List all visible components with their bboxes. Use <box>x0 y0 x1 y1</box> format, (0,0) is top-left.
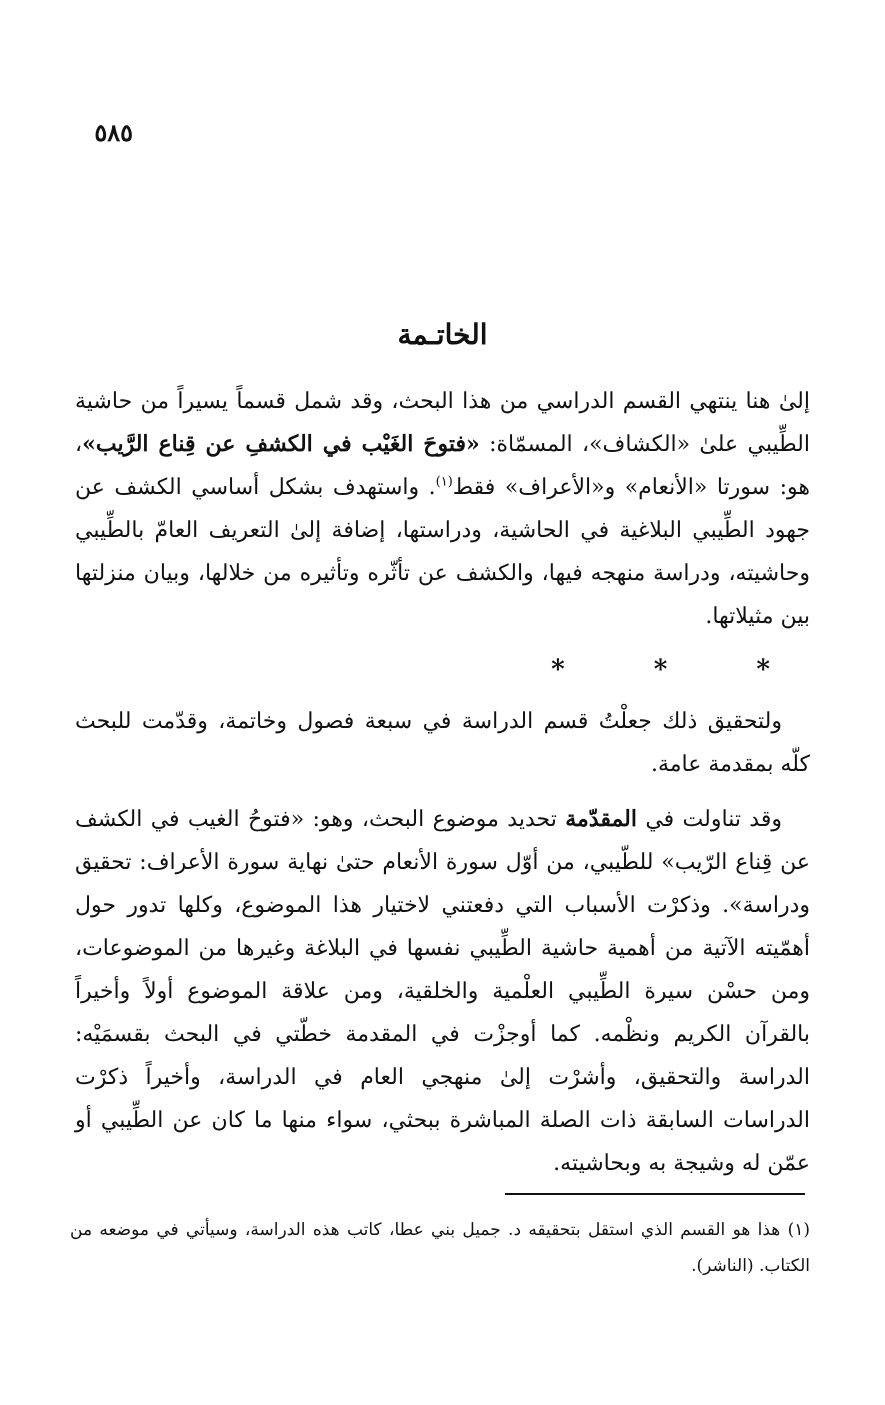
paragraph-3-part-1: وقد تناولت في <box>636 807 782 832</box>
paragraph-3-part-2: تحديد موضوع البحث، وهو: «فتوحُ الغيب في الكشف عن قِناع الرّيب» للطّيبي، من أوّل سورة الأنعام حتىٰ نهاية سورة الأعراف: تحقيق ودراسة». وذكرْت الأسباب التي دفعتني لاختيار هذا الموضوع، وكلها تدور حول أهمّيته الآتية من أهمية حاشية الطِّيبي نفسها في البلاغة وغيرها من الموضوعات، ومن حسْن سيرة الطِّيبي العلْمية والخلقية، ومن علاقة الموضوع أولاً وأخيراً بالقرآن الكريم ونظْمه. كما أوجزْت في المقدمة خطّتي في البحث بقسمَيْه: الدراسة والتحقيق، وأشرْت إلىٰ منهجي العام في الدراسة، وأخيراً ذكرْت الدراسات السابقة ذات الصلة المباشرة ببحثي، سواء منها ما كان عن الطِّيبي أو عمّن له وشيجة به وبحاشيته. <box>75 807 810 1176</box>
paragraph-1-part-3: . واستهدف بشكل أساسي الكشف عن جهود الطِّيبي البلاغية في الحاشية، ودراستها، إضافة إلىٰ التعريف العامّ بالطِّيبي وحاشيته، ودراسة منهجه فيها، والكشف عن تأثّره وتأثيره من خلالها، وبيان منزلتها بين مثيلاتها. <box>75 475 810 629</box>
asterisk-separator: * * * <box>551 655 810 685</box>
footnote-divider <box>505 1193 805 1195</box>
footnote: (١) هذا هو القسم الذي استقل بتحقيقه د. جميل بني عطا، كاتب هذه الدراسة، وسيأتي في موضعه من الكتاب. (الناشر). <box>70 1220 810 1276</box>
paragraph-1 <box>75 380 810 638</box>
paragraph-3 <box>75 798 810 1185</box>
footnote-reference: (١) <box>435 474 453 490</box>
paragraph-1-part-1: إلىٰ هنا ينتهي القسم الدراسي من هذا البحث، وقد شمل قسماً يسيراً من حاشية الطِّيبي علىٰ «الكشاف»، المسمّاة: <box>75 389 810 457</box>
page-number: ٥٨٥ <box>94 118 133 147</box>
section-title: الخاتـمة <box>397 318 488 351</box>
paragraph-2: ولتحقيق ذلك جعلْتُ قسم الدراسة في سبعة فصول وخاتمة، وقدّمت للبحث كلّه بمقدمة عامة. <box>75 709 810 777</box>
book-title: «فتوحَ الغَيْب في الكشفِ عن قِناع الرَّيب» <box>82 431 480 457</box>
body-text <box>75 380 810 1197</box>
introduction-word: المقدّمة <box>565 806 637 832</box>
paragraph-1-part-2: ، هو: سورتا «الأنعام» و«الأعراف» فقط <box>75 432 810 500</box>
